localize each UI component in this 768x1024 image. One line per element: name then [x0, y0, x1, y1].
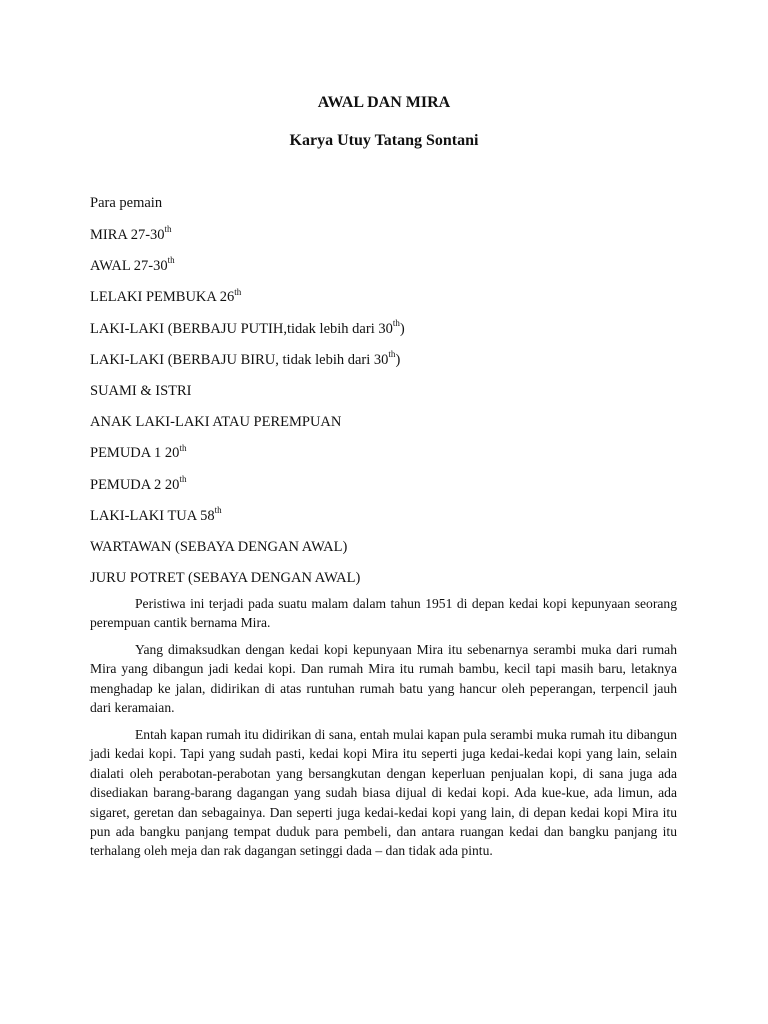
closing-parenthesis: ) [395, 351, 401, 368]
cast-member [90, 537, 347, 557]
cast-member-name: PEMUDA 2 20 [90, 476, 180, 493]
closing-parenthesis: ) [399, 320, 405, 337]
cast-member-name: LAKI-LAKI TUA 58 [90, 507, 215, 524]
cast-member [90, 506, 222, 526]
ordinal-suffix: th [167, 255, 175, 266]
ordinal-suffix: th [214, 504, 222, 515]
cast-member-name: JURU POTRET (SEBAYA DENGAN AWAL) [90, 570, 361, 587]
ordinal-suffix: th [234, 286, 242, 297]
cast-member-name: PEMUDA 1 20 [90, 445, 180, 462]
paragraph-1: Peristiwa ini terjadi pada suatu malam dalam tahun 1951 di depan kedai kopi kepunyaan seorang perempuan cantik bernama Mira. [90, 596, 677, 631]
cast-member-name: LELAKI PEMBUKA 26 [90, 289, 235, 306]
cast-member [90, 319, 405, 339]
cast-member [90, 287, 241, 307]
cast-member-name: MIRA 27-30 [90, 227, 165, 243]
cast-member-name: LAKI-LAKI (BERBAJU PUTIH,tidak lebih dari 30 [90, 320, 393, 337]
paragraph-2: Yang dimaksudkan dengan kedai kopi kepunyaan Mira itu sebenarnya serambi muka dari rumah Mira yang dibangun jadi kedai kopi. Dan rumah Mira itu rumah bambu, kecil tapi masih baru, letaknya menghadap ke jalan, didirikan di atas runtuhan rumah batu yang hancur oleh peperangan, terpencil jauh dari keramaian. [90, 642, 677, 716]
cast-member [90, 443, 186, 463]
ordinal-suffix: th [388, 348, 396, 359]
cast-member-name: SUAMI & ISTRI [90, 383, 192, 399]
paragraph-3: Entah kapan rumah itu didirikan di sana, entah mulai kapan pula serambi muka rumah itu dibangun jadi kedai kopi. Tapi yang sudah pasti, kedai kopi Mira itu seperti juga kedai-kedai kopi yang lain, selain dialati oleh perabotan-perabotan yang bersangkutan dengan keperluan penjualan kopi, di sana juga ada disediakan barang-barang dagangan yang sudah biasa dijual di kedai kopi. Ada kue-kue, ada limun, ada sigaret, geretan dan sebagainya. Dan seperti juga kedai-kedai kopi yang lain, di depan kedai kopi Mira itu pun ada bangku panjang tempat duduk para pembeli, dan antara ruangan kedai dan bangku panjang itu terhalang oleh meja dan rak dagangan setinggi dada – dan tidak ada pintu. [90, 727, 677, 859]
cast-member [90, 568, 360, 588]
cast-member [90, 475, 186, 495]
ordinal-suffix: th [179, 473, 187, 484]
cast-member [90, 350, 400, 370]
cast-member-name: WARTAWAN (SEBAYA DENGAN AWAL) [90, 539, 348, 555]
cast-member [90, 256, 175, 276]
cast-member [90, 381, 192, 401]
cast-member-name: AWAL 27-30 [90, 258, 168, 275]
document-author: Karya Utuy Tatang Sontani [289, 132, 479, 149]
document-title: AWAL DAN MIRA [317, 94, 451, 111]
cast-heading: Para pemain [90, 195, 163, 211]
ordinal-suffix: th [392, 317, 400, 328]
ordinal-suffix: th [179, 442, 187, 453]
cast-member-name: ANAK LAKI-LAKI ATAU PEREMPUAN [90, 414, 342, 431]
cast-member [90, 412, 341, 432]
cast-member-name: LAKI-LAKI (BERBAJU BIRU, tidak lebih dari 30 [90, 351, 389, 368]
ordinal-suffix: th [164, 224, 172, 235]
cast-member [90, 225, 172, 245]
